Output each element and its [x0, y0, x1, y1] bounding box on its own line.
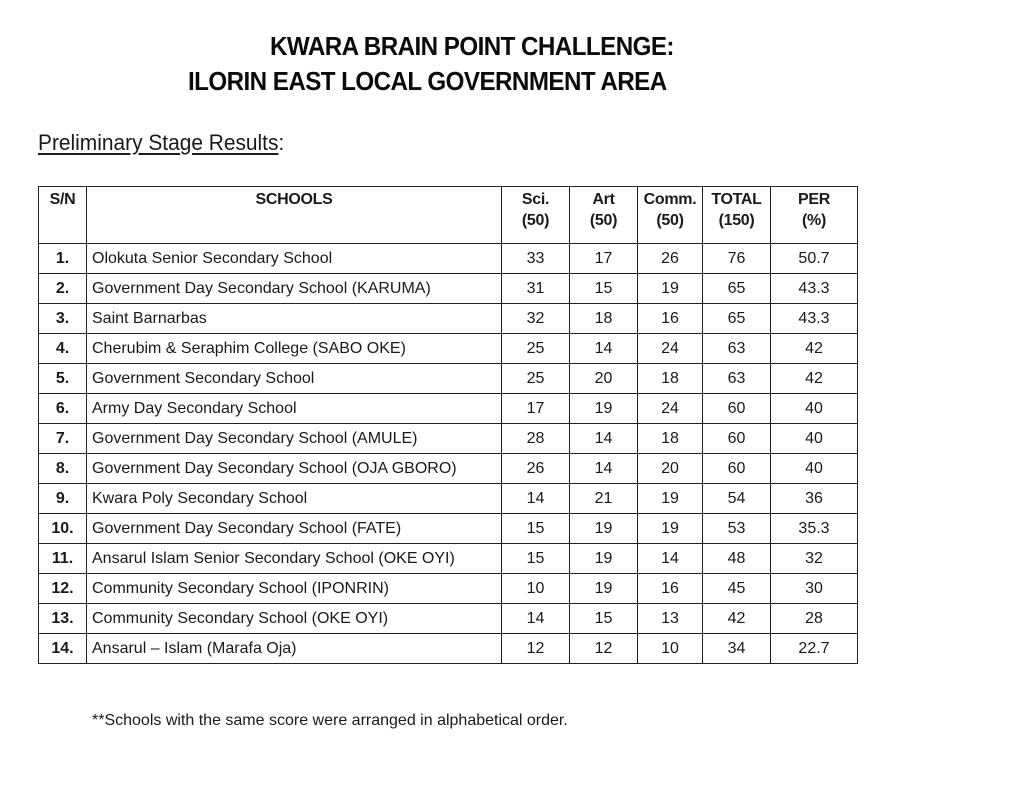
cell-comm: 19 [638, 274, 703, 304]
column-header-label: Sci. [521, 191, 550, 208]
cell-comm: 24 [638, 334, 703, 364]
cell-sn: 10. [39, 514, 87, 544]
cell-art: 14 [570, 454, 638, 484]
cell-total: 60 [703, 394, 771, 424]
cell-school: Government Secondary School [87, 364, 502, 394]
cell-total: 42 [703, 604, 771, 634]
cell-per: 30 [771, 574, 858, 604]
cell-per: 28 [771, 604, 858, 634]
cell-comm: 14 [638, 544, 703, 574]
column-header-label: TOTAL [711, 191, 762, 208]
column-header-max: (%) [802, 212, 826, 229]
column-header-label: PER [798, 191, 830, 208]
results-table [38, 186, 858, 664]
cell-sci: 17 [502, 394, 570, 424]
cell-school: Government Day Secondary School (AMULE) [87, 424, 502, 454]
cell-art: 19 [570, 394, 638, 424]
cell-sci: 14 [502, 604, 570, 634]
cell-art: 19 [570, 574, 638, 604]
table-header-row [39, 187, 858, 244]
cell-sn: 14. [39, 634, 87, 664]
cell-sci: 25 [502, 364, 570, 394]
table-row [39, 274, 858, 304]
cell-sci: 31 [502, 274, 570, 304]
cell-art: 14 [570, 424, 638, 454]
cell-art: 21 [570, 484, 638, 514]
cell-sci: 25 [502, 334, 570, 364]
cell-art: 15 [570, 604, 638, 634]
cell-sci: 28 [502, 424, 570, 454]
cell-comm: 16 [638, 574, 703, 604]
cell-total: 60 [703, 454, 771, 484]
cell-art: 15 [570, 274, 638, 304]
cell-per: 32 [771, 544, 858, 574]
document-title-line1: KWARA BRAIN POINT CHALLENGE: [270, 31, 674, 61]
table-row [39, 394, 858, 424]
cell-total: 63 [703, 334, 771, 364]
table-row [39, 364, 858, 394]
cell-total: 63 [703, 364, 771, 394]
cell-per: 40 [771, 424, 858, 454]
cell-sn: 2. [39, 274, 87, 304]
column-header-total [703, 187, 771, 244]
cell-art: 14 [570, 334, 638, 364]
cell-per: 40 [771, 454, 858, 484]
cell-art: 18 [570, 304, 638, 334]
cell-art: 19 [570, 544, 638, 574]
cell-comm: 13 [638, 604, 703, 634]
cell-sn: 6. [39, 394, 87, 424]
cell-comm: 20 [638, 454, 703, 484]
table-row [39, 454, 858, 484]
cell-per: 22.7 [771, 634, 858, 664]
column-header-per [771, 187, 858, 244]
cell-school: Community Secondary School (OKE OYI) [87, 604, 502, 634]
column-header-max: (50) [656, 212, 684, 229]
cell-per: 40 [771, 394, 858, 424]
cell-total: 34 [703, 634, 771, 664]
cell-total: 53 [703, 514, 771, 544]
document-title-line2: ILORIN EAST LOCAL GOVERNMENT AREA [188, 66, 667, 96]
cell-sci: 32 [502, 304, 570, 334]
cell-school: Cherubim & Seraphim College (SABO OKE) [87, 334, 502, 364]
cell-sn: 9. [39, 484, 87, 514]
cell-school: Army Day Secondary School [87, 394, 502, 424]
table-body [39, 244, 858, 664]
footnote: **Schools with the same score were arranged in alphabetical order. [92, 712, 568, 729]
table-row [39, 424, 858, 454]
cell-total: 45 [703, 574, 771, 604]
cell-per: 35.3 [771, 514, 858, 544]
cell-sn: 3. [39, 304, 87, 334]
column-header-max: (50) [521, 212, 550, 229]
column-header-art [570, 187, 638, 244]
cell-per: 42 [771, 334, 858, 364]
cell-comm: 10 [638, 634, 703, 664]
table-row [39, 484, 858, 514]
table-row [39, 304, 858, 334]
cell-school: Ansarul Islam Senior Secondary School (OKE OYI) [87, 544, 502, 574]
cell-sci: 33 [502, 244, 570, 274]
section-heading-text: Preliminary Stage Results [38, 130, 279, 155]
cell-total: 65 [703, 304, 771, 334]
cell-sci: 26 [502, 454, 570, 484]
cell-per: 42 [771, 364, 858, 394]
cell-per: 36 [771, 484, 858, 514]
cell-comm: 18 [638, 364, 703, 394]
cell-sn: 13. [39, 604, 87, 634]
column-header-label: SCHOOLS [255, 191, 333, 208]
table-row [39, 574, 858, 604]
table-row [39, 634, 858, 664]
cell-per: 50.7 [771, 244, 858, 274]
column-header-comm [638, 187, 703, 244]
cell-school: Government Day Secondary School (KARUMA) [87, 274, 502, 304]
cell-sci: 15 [502, 544, 570, 574]
cell-school: Olokuta Senior Secondary School [87, 244, 502, 274]
table-row [39, 544, 858, 574]
cell-comm: 18 [638, 424, 703, 454]
cell-sn: 5. [39, 364, 87, 394]
cell-sn: 8. [39, 454, 87, 484]
column-header-max: (50) [589, 212, 618, 229]
cell-school: Government Day Secondary School (OJA GBORO) [87, 454, 502, 484]
column-header-label: S/N [49, 191, 76, 208]
cell-sn: 12. [39, 574, 87, 604]
table-row [39, 334, 858, 364]
cell-school: Ansarul – Islam (Marafa Oja) [87, 634, 502, 664]
cell-per: 43.3 [771, 274, 858, 304]
cell-per: 43.3 [771, 304, 858, 334]
table-row [39, 604, 858, 634]
column-header-label: Art [592, 191, 615, 208]
cell-comm: 26 [638, 244, 703, 274]
cell-total: 60 [703, 424, 771, 454]
cell-total: 54 [703, 484, 771, 514]
cell-sci: 14 [502, 484, 570, 514]
section-heading [38, 130, 284, 156]
cell-sn: 1. [39, 244, 87, 274]
column-header-label: Comm. [643, 191, 697, 208]
column-header-max: (150) [718, 212, 755, 229]
cell-art: 19 [570, 514, 638, 544]
cell-sci: 15 [502, 514, 570, 544]
column-header-sn [39, 187, 87, 244]
cell-comm: 24 [638, 394, 703, 424]
cell-total: 48 [703, 544, 771, 574]
cell-sn: 11. [39, 544, 87, 574]
cell-art: 17 [570, 244, 638, 274]
cell-comm: 19 [638, 484, 703, 514]
cell-comm: 19 [638, 514, 703, 544]
cell-comm: 16 [638, 304, 703, 334]
section-heading-colon: : [278, 130, 285, 155]
table-row [39, 244, 858, 274]
cell-total: 76 [703, 244, 771, 274]
cell-sci: 10 [502, 574, 570, 604]
column-header-sci [502, 187, 570, 244]
column-header-schools [87, 187, 502, 244]
cell-school: Community Secondary School (IPONRIN) [87, 574, 502, 604]
cell-sci: 12 [502, 634, 570, 664]
cell-total: 65 [703, 274, 771, 304]
cell-school: Saint Barnarbas [87, 304, 502, 334]
cell-art: 12 [570, 634, 638, 664]
cell-sn: 7. [39, 424, 87, 454]
table-row [39, 514, 858, 544]
cell-school: Government Day Secondary School (FATE) [87, 514, 502, 544]
cell-art: 20 [570, 364, 638, 394]
cell-school: Kwara Poly Secondary School [87, 484, 502, 514]
cell-sn: 4. [39, 334, 87, 364]
